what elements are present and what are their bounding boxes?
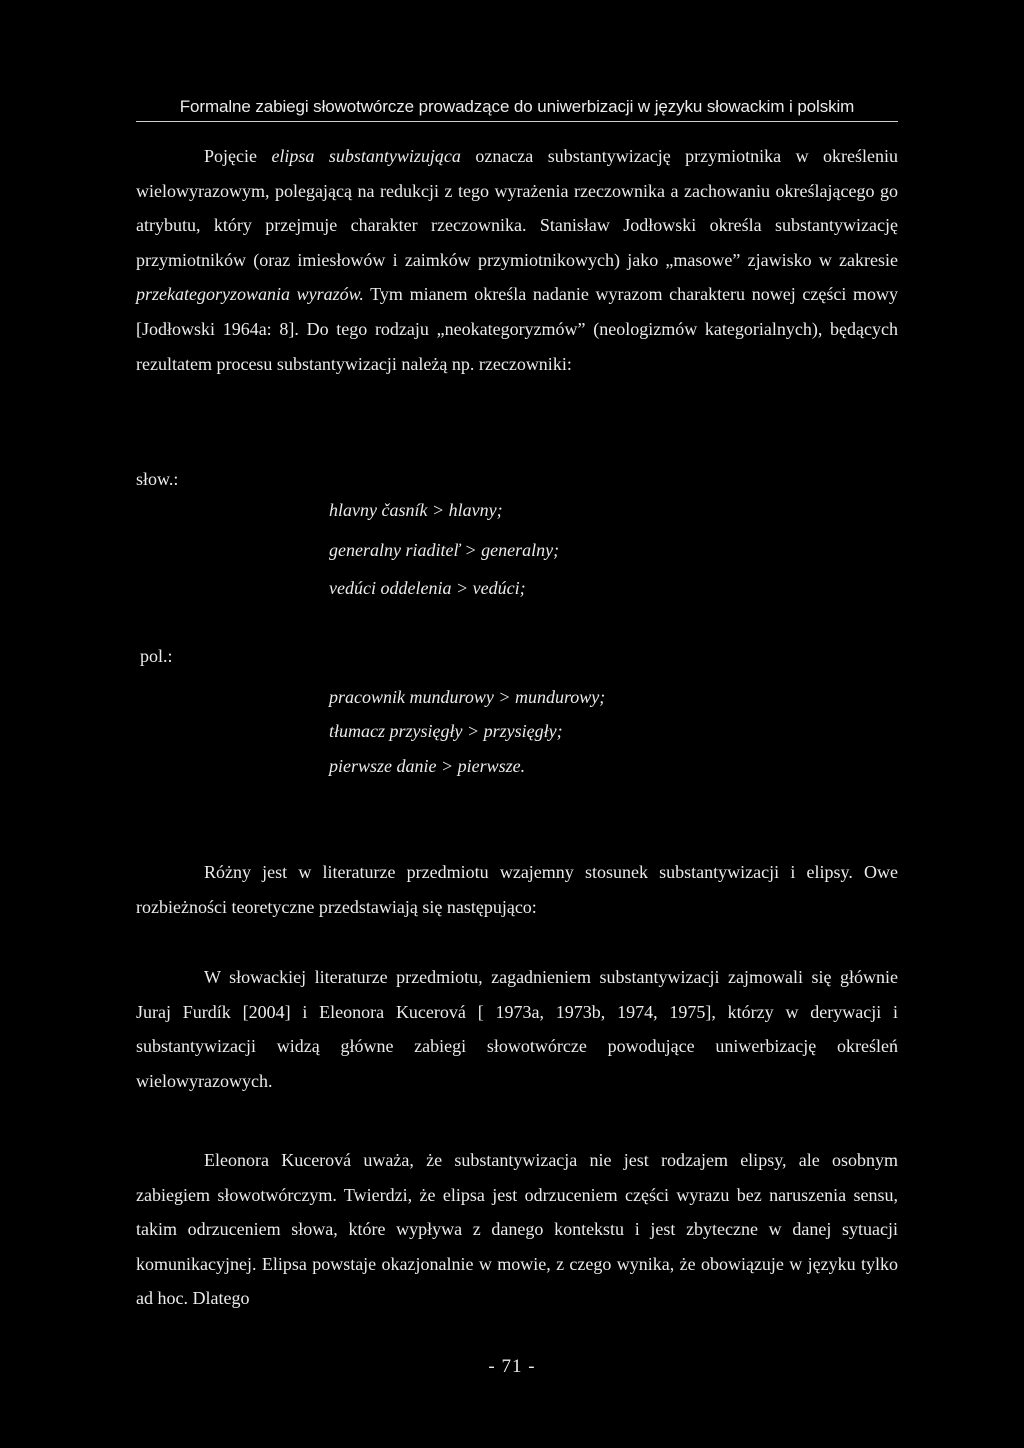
example-slovak-3: vedúci oddelenia > vedúci; [329, 578, 526, 598]
running-header: Formalne zabiegi słowotwórcze prowadzące do uniwerbizacji w języku słowackim i polskim [179, 97, 855, 116]
example-polish-2: tłumacz przysięgły > przysięgły; [329, 721, 563, 741]
paragraph-elipsa [136, 139, 898, 381]
term-elipsa-substantywizujaca: elipsa substantywizująca [271, 146, 461, 166]
p1-text-1: Pojęcie [204, 146, 272, 166]
example-slovak-1: hlavny časník > hlavny; [329, 500, 503, 520]
example-polish-1: pracownik mundurowy > mundurowy; [329, 687, 606, 707]
p1-text-3: Tym mianem określa nadanie wyrazom charakteru nowej części mowy [Jodłowski 1964a: 8]. Do tego rodzaju „neokategoryzmów” (neologizmów kategorialnych), będących rezultatem procesu substantywizacji należą np. rzeczowniki: [136, 284, 898, 374]
term-przekategoryzowania: przekategoryzowania wyrazów. [136, 284, 364, 305]
paragraph-stosunek: Różny jest w literaturze przedmiotu wzajemny stosunek substantywizacji i elipsy. Owe rozbieżności teoretyczne przedstawiają się następująco: [136, 862, 898, 917]
paragraph-kucerova: Eleonora Kucerová uważa, że substantywizacja nie jest rodzajem elipsy, ale osobnym zabiegiem słowotwórczym. Twierdzi, że elipsa jest odrzuceniem części wyrazu bez naruszenia sensu, takim odrzuceniem słowa, które wypływa z danego kontekstu i jest zbyteczne w danej sytuacji komunikacyjnej. Elipsa powstaje okazjonalnie w mowie, z czego wynika, że obowiązuje w języku tylko ad hoc. Dlatego [136, 1150, 898, 1309]
p1-text-2: oznacza substantywizację przymiotnika w określeniu wielowyrazowym, polegającą na redukcji z tego wyrażenia rzeczownika a zachowaniu określającego go atrybutu, który przejmuje charakter rzeczownika. Stanisław Jodłowski określa substantywizację przymiotników (oraz imiesłowów i zaimków przymiotnikowych) jako „masowe” zjawisko w zakresie [136, 146, 898, 270]
page-number: - 71 - [488, 1356, 536, 1377]
label-polish: pol.: [140, 646, 173, 666]
example-polish-3: pierwsze danie > pierwsze. [329, 756, 526, 776]
example-slovak-2: generalny riaditeľ > generalny; [329, 540, 560, 560]
header-rule [136, 121, 898, 122]
paragraph-slowacka-literatura: W słowackiej literaturze przedmiotu, zagadnieniem substantywizacji zajmowali się głównie Juraj Furdík [2004] i Eleonora Kucerová [ 1973a, 1973b, 1974, 1975], którzy w derywacji i substantywizacji widzą główne zabiegi słowotwórcze powodujące uniwerbizację określeń wielowyrazowych. [136, 967, 898, 1091]
label-slovak: słow.: [136, 469, 179, 489]
